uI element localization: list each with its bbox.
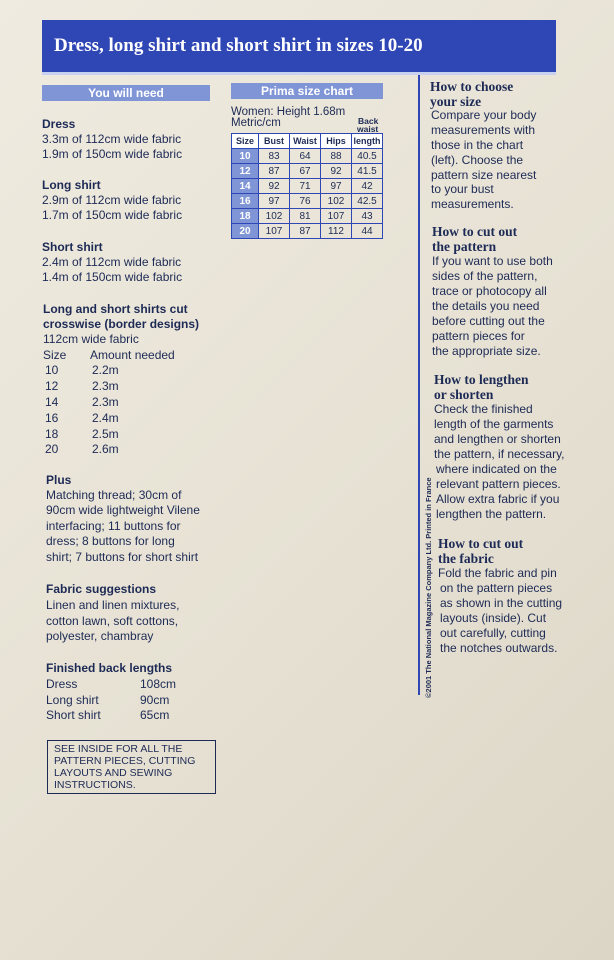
short-shirt-heading: Short shirt bbox=[42, 240, 103, 254]
lengthen-heading: or shorten bbox=[434, 387, 494, 402]
size-chart-header: Prima size chart bbox=[231, 83, 383, 99]
dress-fabric-line: 3.3m of 112cm wide fabric bbox=[42, 132, 182, 146]
choose-size-text: measurements. bbox=[431, 197, 514, 211]
size-chart-row bbox=[232, 149, 383, 164]
plus-line: dress; 8 buttons for long bbox=[46, 534, 175, 548]
dress-fabric-line: 1.9m of 150cm wide fabric bbox=[42, 147, 183, 161]
finished-length-value: 108cm bbox=[140, 677, 177, 691]
hips-cell: 92 bbox=[321, 164, 352, 179]
fabric-suggestion-line: polyester, chambray bbox=[46, 629, 154, 643]
crosswise-amount: 2.5m bbox=[92, 427, 119, 441]
plus-line: Matching thread; 30cm of bbox=[46, 488, 182, 502]
cut-pattern-text: before cutting out the bbox=[432, 314, 545, 328]
cut-fabric-text: out carefully, cutting bbox=[440, 626, 546, 640]
you-will-need-header: You will need bbox=[42, 85, 210, 101]
choose-size-text: to your bust bbox=[431, 182, 494, 196]
copyright-notice: ©2001 The National Magazine Company Ltd. Printed in France bbox=[424, 477, 433, 698]
cut-fabric-text: layouts (inside). Cut bbox=[440, 611, 547, 625]
cut-pattern-text: trace or photocopy all bbox=[432, 284, 547, 298]
lengthen-text: Check the finished bbox=[434, 402, 533, 416]
crosswise-amount: 2.6m bbox=[92, 442, 119, 456]
waist-cell: 87 bbox=[290, 224, 321, 239]
cut-pattern-text: If you want to use both bbox=[432, 254, 553, 268]
size-cell: 16 bbox=[232, 194, 259, 209]
fabric-suggestion-line: Linen and linen mixtures, bbox=[46, 598, 180, 612]
size-chart-units: Metric/cm bbox=[231, 117, 281, 129]
waist-cell: 64 bbox=[290, 149, 321, 164]
crosswise-col-size: Size bbox=[43, 348, 67, 362]
hips-cell: 97 bbox=[321, 179, 352, 194]
crosswise-col-amount: Amount needed bbox=[90, 348, 175, 362]
page-title: Dress, long shirt and short shirt in sizes 10-20 bbox=[42, 20, 556, 72]
hips-cell: 102 bbox=[321, 194, 352, 209]
crosswise-amount: 2.2m bbox=[92, 363, 119, 377]
crosswise-size: 18 bbox=[45, 427, 59, 441]
dress-heading: Dress bbox=[42, 117, 76, 131]
choose-size-heading: How to choose bbox=[430, 79, 514, 94]
waist-cell: 76 bbox=[290, 194, 321, 209]
lengthen-text: where indicated on the bbox=[436, 462, 557, 476]
banner-divider bbox=[42, 72, 556, 75]
size-chart-col-header: Bust bbox=[259, 134, 290, 149]
size-chart-row bbox=[232, 164, 383, 179]
long-shirt-heading: Long shirt bbox=[42, 178, 101, 192]
waist-cell: 71 bbox=[290, 179, 321, 194]
bust-cell: 87 bbox=[259, 164, 290, 179]
bust-cell: 107 bbox=[259, 224, 290, 239]
choose-size-heading: your size bbox=[430, 94, 482, 109]
size-chart-row bbox=[232, 209, 383, 224]
crosswise-subheading: 112cm wide fabric bbox=[43, 332, 139, 346]
size-chart-col-header: length bbox=[352, 134, 383, 149]
bust-cell: 83 bbox=[259, 149, 290, 164]
crosswise-size: 12 bbox=[45, 379, 59, 393]
cut-pattern-heading: How to cut out bbox=[432, 224, 518, 239]
bust-cell: 97 bbox=[259, 194, 290, 209]
lengthen-text: and lengthen or shorten bbox=[434, 432, 561, 446]
plus-heading: Plus bbox=[46, 473, 72, 487]
lengthen-text: length of the garments bbox=[434, 417, 554, 431]
cut-pattern-text: sides of the pattern, bbox=[432, 269, 538, 283]
cut-fabric-text: on the pattern pieces bbox=[440, 581, 553, 595]
choose-size-text: measurements with bbox=[431, 123, 536, 137]
bust-cell: 102 bbox=[259, 209, 290, 224]
size-chart-row bbox=[232, 194, 383, 209]
size-chart-row bbox=[232, 179, 383, 194]
cut-fabric-heading: the fabric bbox=[438, 551, 494, 566]
lengthen-heading: How to lengthen bbox=[434, 372, 529, 387]
fabric-suggestions-heading: Fabric suggestions bbox=[46, 582, 157, 596]
back-length-cell: 40.5 bbox=[352, 149, 383, 164]
cut-fabric-text: the notches outwards. bbox=[440, 641, 558, 655]
finished-length-value: 65cm bbox=[140, 708, 170, 722]
fabric-suggestion-line: cotton lawn, soft cottons, bbox=[46, 614, 179, 628]
size-cell: 14 bbox=[232, 179, 259, 194]
choose-size-text: (left). Choose the bbox=[431, 153, 524, 167]
size-chart-row bbox=[232, 224, 383, 239]
see-inside-note-line: SEE INSIDE FOR ALL THE bbox=[54, 743, 183, 755]
lengthen-text: lengthen the pattern. bbox=[436, 507, 547, 521]
hips-cell: 107 bbox=[321, 209, 352, 224]
size-cell: 18 bbox=[232, 209, 259, 224]
size-chart-col-header: Waist bbox=[290, 134, 321, 149]
see-inside-note-line: INSTRUCTIONS. bbox=[54, 779, 136, 791]
choose-size-text: those in the chart bbox=[431, 138, 524, 152]
crosswise-size: 14 bbox=[45, 395, 59, 409]
crosswise-amount: 2.4m bbox=[92, 411, 119, 425]
crosswise-size: 10 bbox=[45, 363, 59, 377]
size-chart-subtitle: Women: Height 1.68m bbox=[231, 106, 346, 118]
finished-length-label: Short shirt bbox=[46, 708, 101, 722]
size-cell: 10 bbox=[232, 149, 259, 164]
finished-length-value: 90cm bbox=[140, 693, 170, 707]
waist-cell: 81 bbox=[290, 209, 321, 224]
short-shirt-fabric-line: 1.4m of 150cm wide fabric bbox=[42, 270, 183, 284]
finished-length-label: Long shirt bbox=[46, 693, 99, 707]
cut-pattern-text: pattern pieces for bbox=[432, 329, 525, 343]
crosswise-amount: 2.3m bbox=[92, 395, 119, 409]
short-shirt-fabric-line: 2.4m of 112cm wide fabric bbox=[42, 255, 182, 269]
hips-cell: 88 bbox=[321, 149, 352, 164]
long-shirt-fabric-line: 1.7m of 150cm wide fabric bbox=[42, 208, 183, 222]
cut-pattern-text: the appropriate size. bbox=[432, 344, 541, 358]
crosswise-size: 16 bbox=[45, 411, 59, 425]
plus-line: 90cm wide lightweight Vilene bbox=[46, 503, 200, 517]
crosswise-heading: crosswise (border designs) bbox=[43, 317, 200, 331]
lengthen-text: Allow extra fabric if you bbox=[436, 492, 560, 506]
cut-pattern-heading: the pattern bbox=[432, 239, 497, 254]
size-cell: 20 bbox=[232, 224, 259, 239]
cut-fabric-text: as shown in the cutting bbox=[440, 596, 563, 610]
lengthen-text: the pattern, if necessary, bbox=[434, 447, 565, 461]
size-chart-col-header: Size bbox=[232, 134, 259, 149]
size-chart-back-col-label: Back bbox=[358, 116, 379, 126]
see-inside-note-line: LAYOUTS AND SEWING bbox=[54, 767, 173, 779]
long-shirt-fabric-line: 2.9m of 112cm wide fabric bbox=[42, 193, 182, 207]
finished-length-label: Dress bbox=[46, 677, 78, 691]
plus-line: shirt; 7 buttons for short shirt bbox=[46, 550, 199, 564]
lengthen-text: relevant pattern pieces. bbox=[436, 477, 561, 491]
crosswise-size: 20 bbox=[45, 442, 59, 456]
hips-cell: 112 bbox=[321, 224, 352, 239]
back-length-cell: 41.5 bbox=[352, 164, 383, 179]
waist-cell: 67 bbox=[290, 164, 321, 179]
back-length-cell: 42.5 bbox=[352, 194, 383, 209]
back-length-cell: 44 bbox=[352, 224, 383, 239]
bust-cell: 92 bbox=[259, 179, 290, 194]
cut-pattern-text: the details you need bbox=[432, 299, 540, 313]
size-chart-back-col-label: waist bbox=[357, 124, 379, 134]
cut-fabric-heading: How to cut out bbox=[438, 536, 524, 551]
back-length-cell: 42 bbox=[352, 179, 383, 194]
column-divider bbox=[418, 75, 420, 695]
plus-line: interfacing; 11 buttons for bbox=[46, 519, 181, 533]
size-cell: 12 bbox=[232, 164, 259, 179]
choose-size-text: Compare your body bbox=[431, 108, 537, 122]
size-chart-col-header: Hips bbox=[321, 134, 352, 149]
choose-size-text: pattern size nearest bbox=[431, 168, 537, 182]
cut-fabric-text: Fold the fabric and pin bbox=[438, 566, 557, 580]
finished-lengths-heading: Finished back lengths bbox=[46, 661, 173, 675]
size-chart-table bbox=[231, 133, 383, 239]
back-length-cell: 43 bbox=[352, 209, 383, 224]
see-inside-note-line: PATTERN PIECES, CUTTING bbox=[54, 755, 196, 767]
crosswise-amount: 2.3m bbox=[92, 379, 119, 393]
crosswise-heading: Long and short shirts cut bbox=[43, 302, 188, 316]
